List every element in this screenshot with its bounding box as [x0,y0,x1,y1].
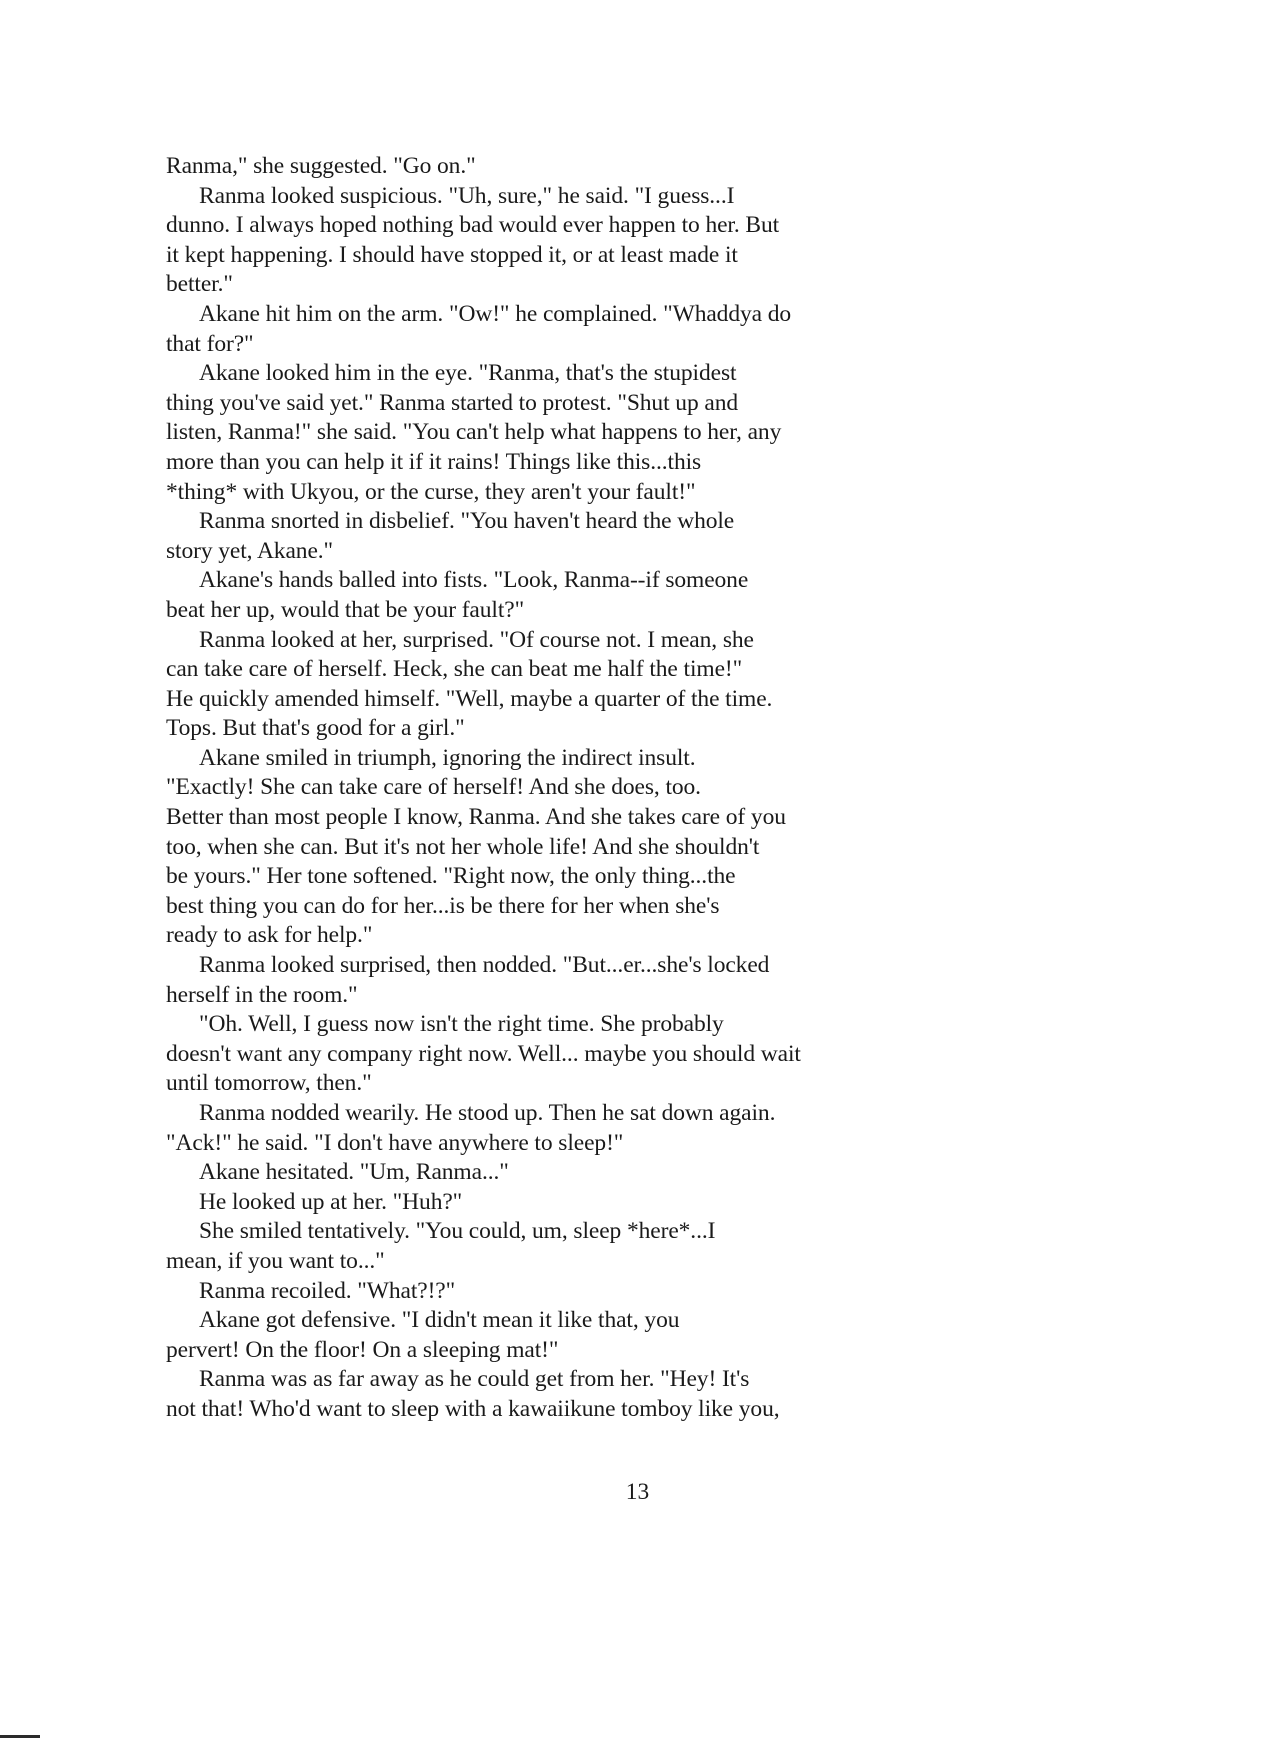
text-line: Akane's hands balled into fists. "Look, Ranma--if someone [199,567,749,594]
text-line: Ranma," she suggested. "Go on." [166,153,476,179]
text-line: doesn't want any company right now. Well... maybe you should wait [166,1040,801,1067]
page-number: 13 [625,1479,650,1505]
text-line: "Ack!" he said. "I don't have anywhere to sleep!" [166,1129,624,1156]
text-line: Akane got defensive. "I didn't mean it like that, you [199,1307,680,1334]
text-line: Akane smiled in triumph, ignoring the indirect insult. [199,744,696,771]
text-line: beat her up, would that be your fault?" [166,596,525,623]
text-line: more than you can help it if it rains! Things like this...this [166,448,702,475]
text-line: it kept happening. I should have stopped it, or at least made it [166,241,738,268]
text-line: Akane looked him in the eye. "Ranma, that's the stupidest [199,360,737,387]
text-line: dunno. I always hoped nothing bad would ever happen to her. But [166,212,780,239]
text-line: He looked up at her. "Huh?" [199,1188,463,1215]
text-line: mean, if you want to..." [166,1247,385,1274]
body-text [166,152,866,1425]
text-line: He quickly amended himself. "Well, maybe a quarter of the time. [166,685,773,712]
scan-edge-mark [0,1735,40,1738]
text-line: "Oh. Well, I guess now isn't the right time. She probably [199,1011,724,1038]
text-line: best thing you can do for her...is be there for her when she's [166,892,720,919]
text-line: "Exactly! She can take care of herself! And she does, too. [166,774,701,801]
text-line: better." [166,271,233,298]
text-line: story yet, Akane." [166,537,334,564]
text-line: *thing* with Ukyou, or the curse, they aren't your fault!" [166,478,696,505]
text-line: She smiled tentatively. "You could, um, sleep *here*...I [199,1218,716,1245]
text-line: Akane hit him on the arm. "Ow!" he complained. "Whaddya do [199,300,792,327]
text-line: thing you've said yet." Ranma started to protest. "Shut up and [166,389,738,416]
text-line: Ranma looked at her, surprised. "Of course not. I mean, she [199,626,754,653]
text-line: pervert! On the floor! On a sleeping mat!" [166,1336,559,1363]
text-line: too, when she can. But it's not her whole life! And she shouldn't [166,833,760,860]
text-line: Ranma recoiled. "What?!?" [199,1277,456,1304]
text-line: can take care of herself. Heck, she can beat me half the time!" [166,656,743,683]
text-line: Tops. But that's good for a girl." [166,715,465,742]
text-line: listen, Ranma!" she said. "You can't help what happens to her, any [166,419,782,446]
text-line: Ranma nodded wearily. He stood up. Then he sat down again. [199,1100,776,1126]
text-line: be yours." Her tone softened. "Right now, the only thing...the [166,863,736,890]
text-line: that for?" [166,330,254,357]
text-line: not that! Who'd want to sleep with a kawaiikune tomboy like you, [166,1395,780,1422]
text-line: Ranma looked surprised, then nodded. "But...er...she's locked [199,952,770,979]
text-line: Akane hesitated. "Um, Ranma..." [199,1159,509,1186]
text-line: Ranma looked suspicious. "Uh, sure," he said. "I guess...I [199,182,735,209]
text-line: Ranma snorted in disbelief. "You haven't heard the whole [199,508,735,535]
text-line: Better than most people I know, Ranma. And she takes care of you [166,804,786,831]
text-line: until tomorrow, then." [166,1070,372,1097]
text-line: ready to ask for help." [166,922,373,949]
text-line: Ranma was as far away as he could get from her. "Hey! It's [199,1366,750,1393]
text-line: herself in the room." [166,981,358,1008]
